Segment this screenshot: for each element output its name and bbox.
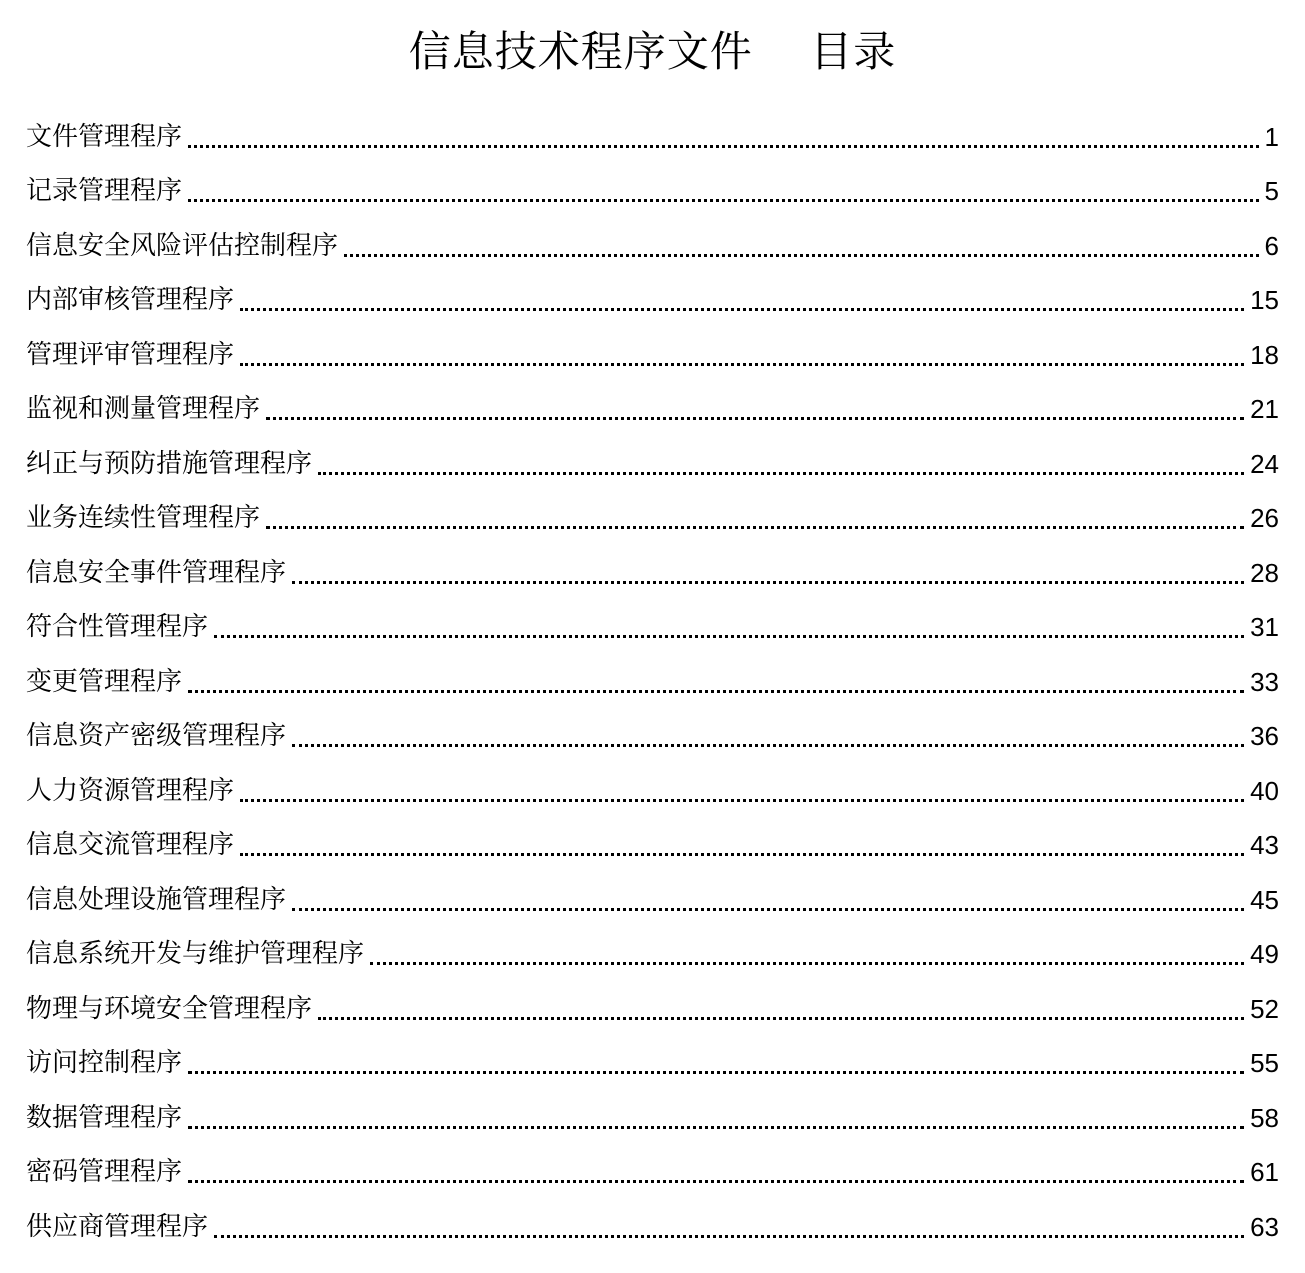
toc-entry-page: 36: [1250, 721, 1279, 751]
toc-entry-page: 49: [1250, 939, 1279, 969]
toc-dot-leader: [292, 581, 1244, 584]
toc-entry[interactable]: [26, 540, 1279, 595]
toc-entry[interactable]: [26, 867, 1279, 922]
toc-entry[interactable]: [26, 377, 1279, 432]
table-of-contents: [26, 104, 1279, 1249]
toc-entry-page: 21: [1250, 394, 1279, 424]
page-title: 信息技术程序文件 目录: [408, 27, 897, 76]
toc-dot-leader: [240, 853, 1244, 856]
toc-entry-page: 43: [1250, 830, 1279, 860]
toc-entry-page: 33: [1250, 666, 1279, 697]
toc-dot-leader: [240, 799, 1244, 802]
toc-dot-leader: [318, 1017, 1244, 1020]
toc-entry-label: 信息安全事件管理程序: [26, 557, 287, 588]
toc-entry-label: 数据管理程序: [26, 1102, 183, 1133]
toc-entry-page: 26: [1250, 503, 1279, 533]
toc-dot-leader: [188, 1071, 1244, 1074]
toc-dot-leader: [240, 308, 1244, 311]
toc-dot-leader: [370, 962, 1244, 965]
toc-entry-page: 6: [1264, 230, 1279, 261]
toc-entry[interactable]: [26, 1085, 1279, 1140]
toc-entry[interactable]: [26, 595, 1279, 650]
toc-entry[interactable]: [26, 1194, 1279, 1249]
toc-entry-label: 物理与环境安全管理程序: [26, 993, 313, 1024]
toc-entry[interactable]: [26, 649, 1279, 704]
toc-entry-label: 信息处理设施管理程序: [26, 884, 287, 915]
toc-entry[interactable]: [26, 1031, 1279, 1086]
toc-entry[interactable]: [26, 486, 1279, 541]
toc-entry[interactable]: [26, 1140, 1279, 1195]
toc-entry-label: 纠正与预防措施管理程序: [26, 448, 313, 479]
toc-entry[interactable]: [26, 922, 1279, 977]
toc-entry-page: 24: [1250, 448, 1279, 479]
toc-entry-label: 信息系统开发与维护管理程序: [26, 939, 365, 969]
toc-entry-label: 访问控制程序: [26, 1048, 183, 1078]
toc-entry-label: 监视和测量管理程序: [26, 394, 261, 424]
toc-entry[interactable]: [26, 976, 1279, 1031]
toc-entry-page: 55: [1250, 1048, 1279, 1078]
toc-entry-label: 供应商管理程序: [26, 1211, 209, 1242]
toc-entry-label: 记录管理程序: [26, 176, 183, 206]
toc-entry-label: 符合性管理程序: [26, 612, 209, 642]
toc-dot-leader: [188, 1126, 1244, 1129]
toc-entry[interactable]: [26, 758, 1279, 813]
toc-entry-page: 31: [1250, 612, 1279, 642]
toc-entry-page: 40: [1250, 775, 1279, 806]
toc-entry-page: 45: [1250, 884, 1279, 915]
toc-entry-label: 信息资产密级管理程序: [26, 721, 287, 751]
toc-entry[interactable]: [26, 431, 1279, 486]
toc-entry-page: 58: [1250, 1102, 1279, 1133]
toc-entry-label: 内部审核管理程序: [26, 285, 235, 315]
toc-entry[interactable]: [26, 704, 1279, 759]
toc-entry-page: 5: [1264, 176, 1279, 206]
toc-dot-leader: [188, 1180, 1244, 1183]
toc-dot-leader: [344, 254, 1259, 257]
toc-entry-page: 18: [1250, 339, 1279, 370]
toc-entry-page: 61: [1250, 1157, 1279, 1187]
toc-entry[interactable]: [26, 813, 1279, 868]
toc-entry-label: 文件管理程序: [26, 121, 183, 152]
toc-entry-label: 管理评审管理程序: [26, 339, 235, 370]
toc-entry-label: 信息安全风险评估控制程序: [26, 230, 339, 261]
toc-entry-label: 业务连续性管理程序: [26, 503, 261, 533]
toc-entry[interactable]: [26, 268, 1279, 323]
toc-entry-page: 1: [1264, 121, 1279, 152]
toc-entry-label: 信息交流管理程序: [26, 830, 235, 860]
toc-dot-leader: [188, 690, 1244, 693]
toc-dot-leader: [214, 1235, 1244, 1238]
toc-entry[interactable]: [26, 159, 1279, 214]
toc-dot-leader: [188, 199, 1259, 202]
toc-entry-page: 15: [1250, 285, 1279, 315]
toc-entry-page: 63: [1250, 1211, 1279, 1242]
toc-entry-label: 人力资源管理程序: [26, 775, 235, 806]
toc-entry-label: 变更管理程序: [26, 666, 183, 697]
toc-dot-leader: [266, 417, 1244, 420]
toc-entry[interactable]: [26, 322, 1279, 377]
toc-dot-leader: [292, 908, 1244, 911]
toc-dot-leader: [318, 472, 1244, 475]
toc-dot-leader: [266, 526, 1244, 529]
toc-entry[interactable]: [26, 213, 1279, 268]
toc-entry-label: 密码管理程序: [26, 1157, 183, 1187]
toc-dot-leader: [214, 635, 1244, 638]
toc-dot-leader: [188, 145, 1259, 148]
toc-dot-leader: [292, 744, 1244, 747]
toc-dot-leader: [240, 363, 1244, 366]
toc-entry-page: 52: [1250, 993, 1279, 1024]
toc-entry-page: 28: [1250, 557, 1279, 588]
toc-entry[interactable]: [26, 104, 1279, 159]
